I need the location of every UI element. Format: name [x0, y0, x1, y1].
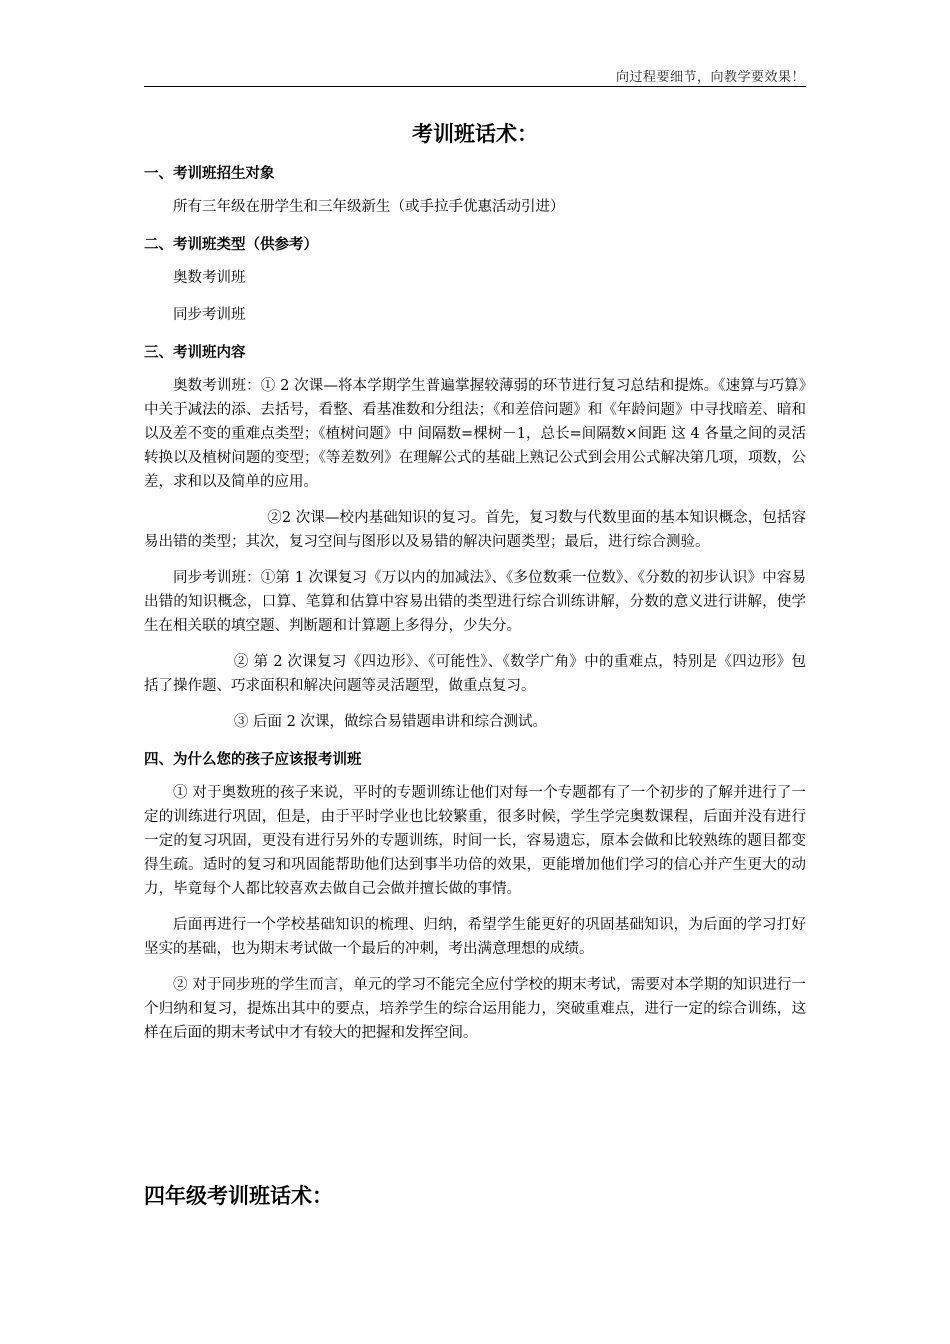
section-heading-class-types: 二、考训班类型（供参考） — [144, 237, 318, 253]
content-paragraph-olympiad-2: ②2 次课—校内基础知识的复习。首先，复习数与代数里面的基本知识概念，包括容易出错的类型；其次，复习空间与图形以及易错的解决问题类型；最后，进行综合测验。 — [144, 510, 806, 550]
class-type-sync: 同步考训班 — [173, 307, 246, 323]
why-paragraph-1: ① 对于奥数班的孩子来说，平时的专题训练让他们对每一个专题都有了一个初步的了解并进行了一定的训练进行巩固，但是，由于平时学业也比较繁重，很多时候，学生学完奥数课程，后面并没有进行一定的复习巩固，更没有进行另外的专题训练，时间一长，容易遗忘，原本会做和比较熟练的题目都变得生疏。适时的复习和巩固能帮助他们达到事半功倍的效果，更能增加他们学习的信心并产生更大的动力，毕竟每个人都比较喜欢去做自己会做并擅长做的事情。 — [144, 785, 806, 897]
class-type-olympiad: 奥数考训班 — [173, 270, 246, 286]
content-paragraph-sync-2: ② 第 2 次课复习《四边形》、《可能性》、《数学广角》中的重难点，特别是《四边形》包括了操作题、巧求面积和解决问题等灵活题型，做重点复习。 — [144, 654, 806, 694]
document-body — [144, 118, 806, 1057]
next-section-title: 四年级考训班话术： — [144, 1184, 333, 1208]
why-paragraph-3: ② 对于同步班的学生而言，单元的学习不能完全应付学校的期末考试，需要对本学期的知识进行一个归纳和复习，提炼出其中的要点，培养学生的综合运用能力，突破重难点，进行一定的综合训练，这样在后面的期末考试中才有较大的把握和发挥空间。 — [144, 977, 806, 1041]
why-paragraph-2: 后面再进行一个学校基础知识的梳理、归纳，希望学生能更好的巩固基础知识，为后面的学习打好坚实的基础，也为期末考试做一个最后的冲刺，考出满意理想的成绩。 — [144, 917, 806, 957]
content-paragraph-sync-1: 同步考训班：①第 1 次课复习《万以内的加减法》、《多位数乘一位数》、《分数的初步认识》中容易出错的知识概念，口算、笔算和估算中容易出错的类型进行综合训练讲解，分数的意义进行讲解，使学生在相关联的填空题、判断题和计算题上多得分，少失分。 — [144, 570, 806, 634]
section-heading-content: 三、考训班内容 — [144, 345, 246, 361]
section-heading-why: 四、为什么您的孩子应该报考训班 — [144, 752, 362, 768]
enrollment-paragraph: 所有三年级在册学生和三年级新生（或手拉手优惠活动引进） — [173, 199, 565, 215]
section-heading-enrollment: 一、考训班招生对象 — [144, 166, 275, 182]
document-title: 考训班话术： — [412, 122, 538, 146]
content-paragraph-olympiad-1: 奥数考训班：① 2 次课—将本学期学生普遍掌握较薄弱的环节进行复习总结和提炼。《速算与巧算》中关于减法的添、去括号，看整、看基准数和分组法；《和差倍问题》和《年龄问题》中寻找暗差、暗和以及差不变的重难点类型；《植树问题》中 间隔数=棵树－1，总长=间隔数×间距 这 4 各量之间的灵活转换以及植树问题的变型；《等差数列》在理解公式的基础上熟记公式到会用公式解决第几项，项数，公差，求和以及简单的应用。 — [144, 378, 806, 490]
page-header-slogan: 向过程要细节，向教学要效果！ — [615, 70, 805, 85]
content-paragraph-sync-3: ③ 后面 2 次课，做综合易错题串讲和综合测试。 — [233, 714, 547, 730]
header-divider — [144, 86, 806, 87]
